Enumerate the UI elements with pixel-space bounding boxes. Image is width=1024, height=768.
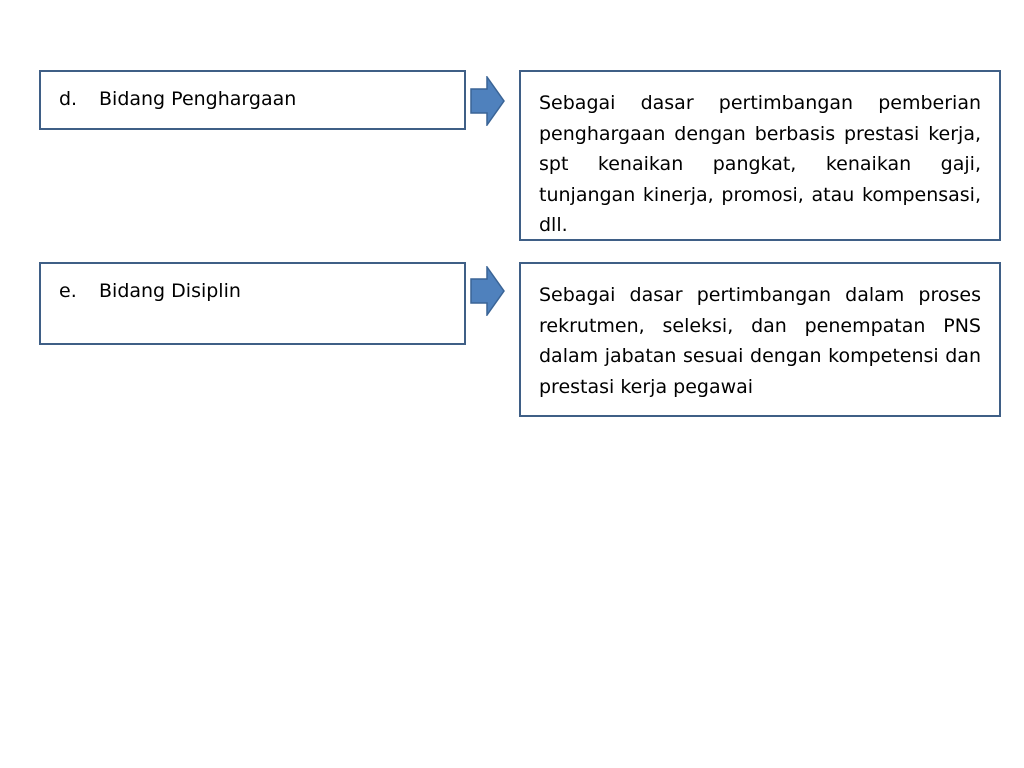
category-label: Bidang Disiplin [99, 280, 241, 302]
right-arrow-icon [470, 76, 506, 126]
category-letter: e. [59, 280, 77, 302]
right-arrow-icon [470, 266, 506, 316]
description-text: Sebagai dasar pertimbangan dalam proses rekrutmen, seleksi, dan penempatan PNS dalam jabatan sesuai dengan kompetensi dan prestasi kerja pegawai [539, 284, 981, 398]
description-box-penghargaan [519, 70, 1001, 241]
description-box-disiplin [519, 262, 1001, 417]
category-label: Bidang Penghargaan [99, 88, 297, 110]
category-box-disiplin [39, 262, 466, 345]
category-letter: d. [59, 88, 78, 110]
category-box-penghargaan [39, 70, 466, 130]
description-text: Sebagai dasar pertimbangan pemberian penghargaan dengan berbasis prestasi kerja, spt kenaikan pangkat, kenaikan gaji, tunjangan kinerja, promosi, atau kompensasi, dll. [539, 92, 981, 236]
